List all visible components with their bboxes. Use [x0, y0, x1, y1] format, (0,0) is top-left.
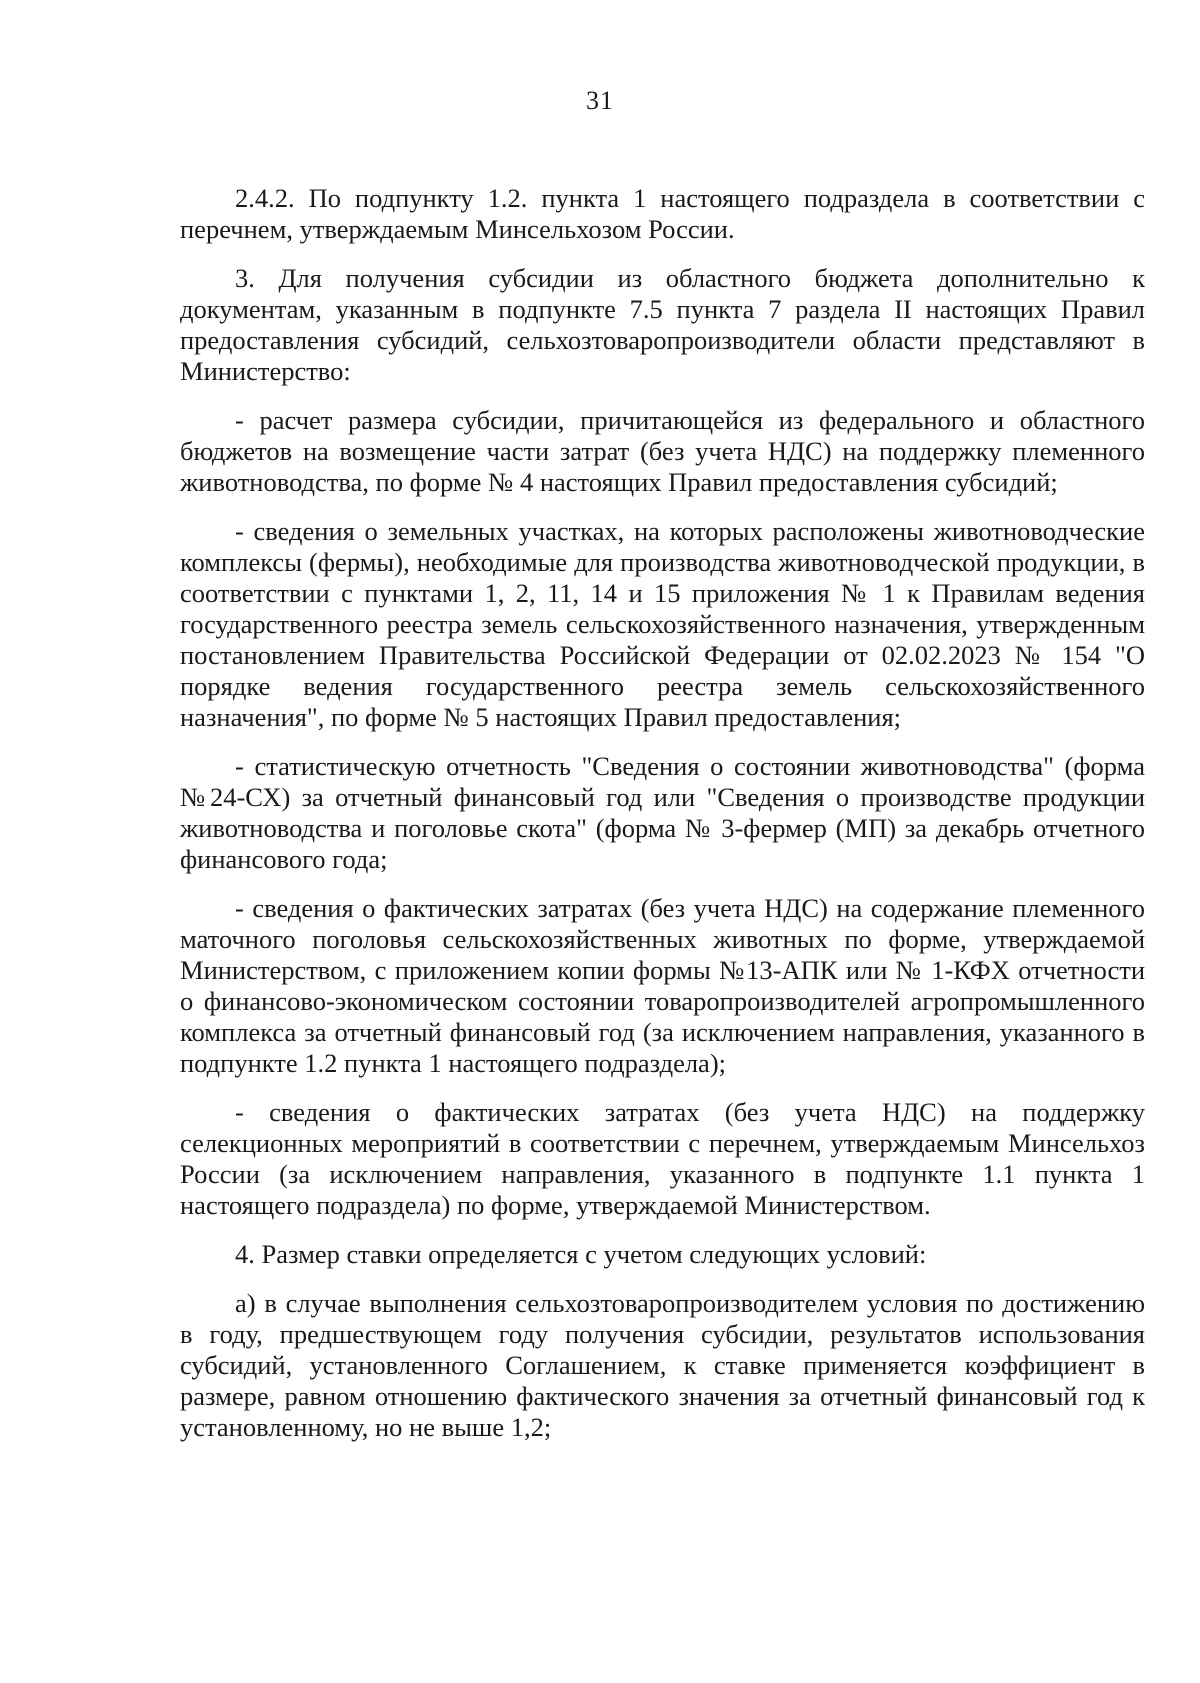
- paragraph-2-4-2: 2.4.2. По подпункту 1.2. пункта 1 настоящего подраздела в соответствии с перечнем, утверждаемым Минсельхозом России.: [180, 183, 1145, 244]
- document-body: [180, 183, 1145, 1461]
- page-number: 31: [586, 86, 614, 115]
- paragraph-4a: а) в случае выполнения сельхозтоваропроизводителем условия по достижению в году, предшествующем году получения субсидии, результатов использования субсидий, установленного Соглашением, к ставке применяется коэффициент в размере, равном отношению фактического значения за отчетный финансовый год к установленному, но не выше 1,2;: [180, 1288, 1145, 1442]
- paragraph-3: 3. Для получения субсидии из областного бюджета дополнительно к документам, указанным в подпункте 7.5 пункта 7 раздела II настоящих Правил предоставления субсидий, сельхозтоваропроизводители области представляют в Министерство:: [180, 263, 1145, 386]
- list-item-statistical-reporting: - статистическую отчетность "Сведения о состоянии животноводства" (форма №24-СХ) за отчетный финансовый год или "Сведения о производстве продукции животноводства и поголовье скота" (форма № 3-фермер (МП) за декабрь отчетного финансового года;: [180, 751, 1145, 874]
- list-item-land-plots: - сведения о земельных участках, на которых расположены животноводческие комплексы (фермы), необходимые для производства животноводческой продукции, в соответствии с пунктами 1, 2, 11, 14 и 15 приложения № 1 к Правилам ведения государственного реестра земель сельскохозяйственного назначения, утвержденным постановлением Правительства Российской Федерации от 02.02.2023 № 154 "О порядке ведения государственного реестра земель сельскохозяйственного назначения", по форме № 5 настоящих Правил предоставления;: [180, 516, 1145, 732]
- list-item-subsidy-calculation: - расчет размера субсидии, причитающейся из федерального и областного бюджетов на возмещение части затрат (без учета НДС) на поддержку племенного животноводства, по форме № 4 настоящих Правил предоставления субсидий;: [180, 405, 1145, 497]
- list-item-selection-costs: - сведения о фактических затратах (без учета НДС) на поддержку селекционных мероприятий в соответствии с перечнем, утверждаемым Минсельхоз России (за исключением направления, указанного в подпункте 1.1 пункта 1 настоящего подраздела) по форме, утверждаемой Министерством.: [180, 1097, 1145, 1220]
- paragraph-4: 4. Размер ставки определяется с учетом следующих условий:: [235, 1239, 927, 1269]
- list-item-maintenance-costs: - сведения о фактических затратах (без учета НДС) на содержание племенного маточного поголовья сельскохозяйственных животных по форме, утверждаемой Министерством, с приложением копии формы №13-АПК или № 1-КФХ отчетности о финансово-экономическом состоянии товаропроизводителей агропромышленного комплекса за отчетный финансовый год (за исключением направления, указанного в подпункте 1.2 пункта 1 настоящего подраздела);: [180, 893, 1145, 1078]
